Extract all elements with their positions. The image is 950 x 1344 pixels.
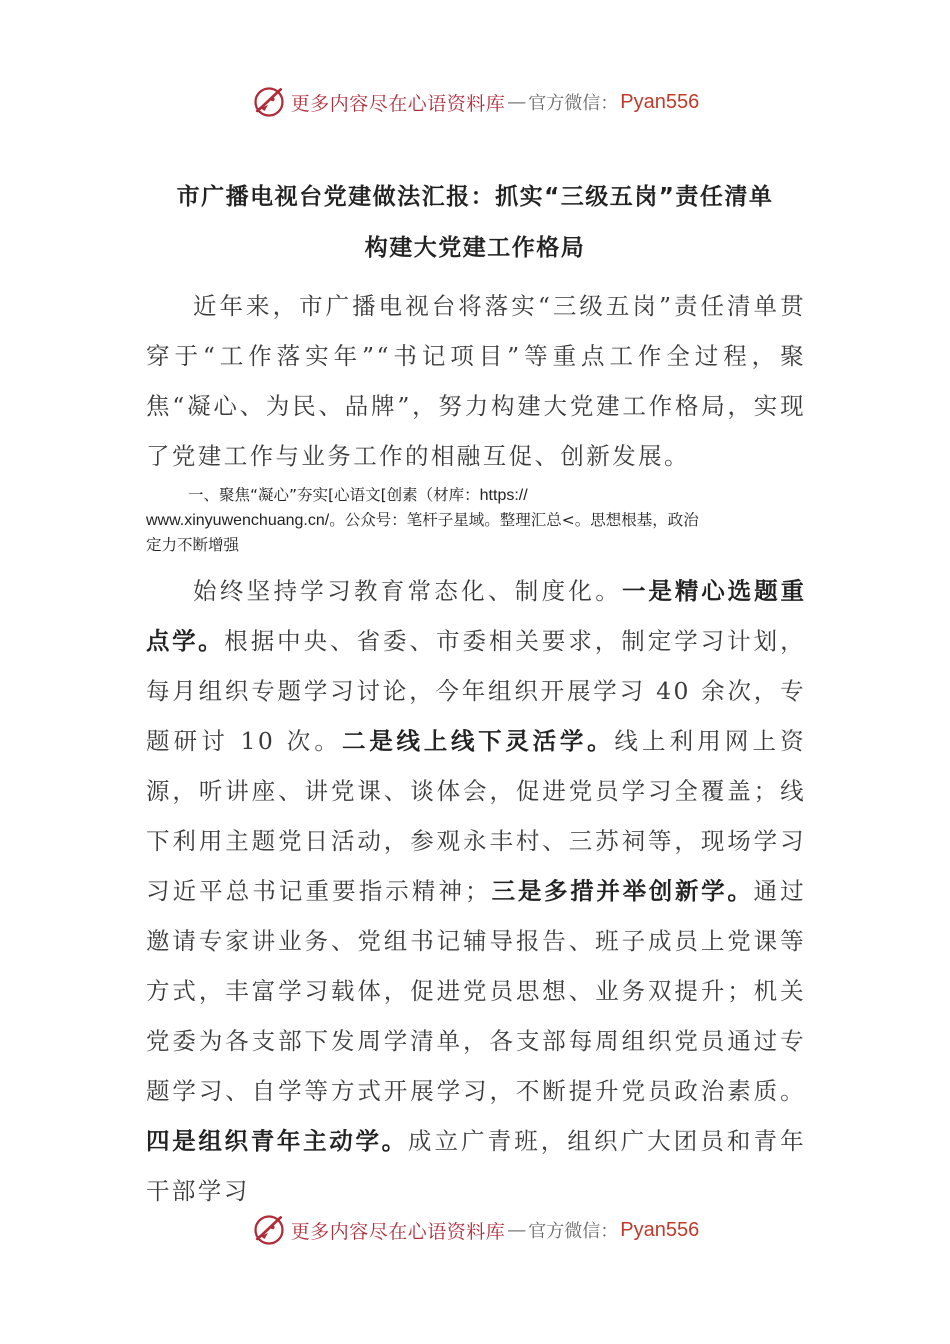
banner-wechat-label: 官方微信：: [528, 93, 619, 114]
banner-text: 更多内容尽在心语资料库: [290, 1220, 506, 1243]
body-sentence-3: 线上利用网上资源，听讲座、讲党课、谈体会，促进党员学习全覆盖；线下利用主题党日活动，参观永丰村、三苏祠等，现场学习习近平总书记重要指示精神；: [146, 727, 806, 905]
intro-paragraph: [146, 281, 806, 481]
banner-wechat-id: Pyan556: [620, 90, 700, 113]
banner-wechat-label: 官方微信：: [528, 1221, 619, 1242]
section-heading-rest: 。公众号：笔杆子星域。整理汇总<。思想根基，政治: [329, 511, 699, 529]
banner-text: 更多内容尽在心语资料库: [290, 92, 506, 115]
section-heading: [146, 483, 806, 557]
point-4-heading: 四是组织青年主动学。: [146, 1127, 408, 1155]
section-heading-prefix: 一、聚焦“凝心”夯实[心语文[创素（材库：: [188, 486, 480, 504]
pen-circle-logo-icon: [251, 84, 287, 120]
body-paragraph: [146, 566, 806, 1216]
footer-banner: [0, 1210, 950, 1250]
banner-wechat-id: Pyan556: [620, 1218, 700, 1241]
document-title-line-2: 构建大党建工作格局: [364, 235, 586, 261]
intro-text: 近年来，市广播电视台将落实“三级五岗”责任清单贯穿于“工作落实年”“书记项目”等重点工作全过程，聚焦“凝心、为民、品牌”，努力构建大党建工作格局，实现了党建工作与业务工作的相融互促、创新发展。: [146, 292, 806, 470]
pen-circle-logo-icon: [251, 1212, 287, 1248]
point-1-heading: 一是精心选题重点学。: [146, 577, 806, 655]
point-2-heading: 二是线上线下灵活学。: [342, 727, 615, 755]
section-heading-line-3: 定力不断增强: [146, 536, 240, 554]
body-sentence-1: 始终坚持学习教育常态化、制度化。: [193, 577, 623, 605]
section-heading-url-part-2: www.xinyuwenchuang.cn/: [146, 512, 330, 529]
body-sentence-5: 成立广青班，组织广大团员和青年干部学习: [146, 1127, 806, 1205]
body-sentence-4: 通过邀请专家讲业务、党组书记辅导报告、班子成员上党课等方式，丰富学习载体，促进党员思想、业务双提升；机关党委为各支部下发周学清单，各支部每周组织党员通过专题学习、自学等方式开展学习，不断提升党员政治素质。: [146, 877, 807, 1105]
section-heading-line-2: [146, 508, 806, 533]
section-heading-line-1: [146, 483, 806, 508]
document-title-line-1: 市广播电视台党建做法汇报：抓实“三级五岗”责任清单: [176, 184, 774, 210]
point-3-heading: 三是多措并举创新学。: [490, 877, 754, 905]
banner-separator: —: [507, 1219, 527, 1241]
section-heading-url-part-1: https://: [479, 487, 528, 504]
body-sentence-2: 根据中央、省委、市委相关要求，制定学习计划，每月组织专题学习讨论，今年组织开展学习 40 余次，专题研讨 10 次。: [146, 627, 806, 755]
header-banner: [0, 82, 950, 122]
banner-separator: —: [507, 91, 527, 113]
body-text: [146, 566, 806, 1216]
